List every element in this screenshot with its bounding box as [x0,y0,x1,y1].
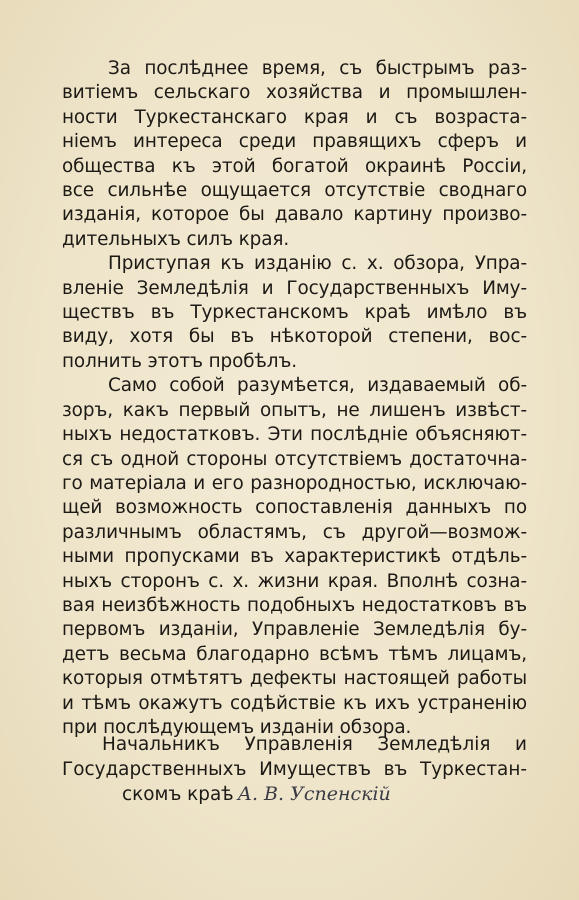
text-line: и тѣмъ окажутъ содѣйствіе къ ихъ устраненію [62,692,527,714]
text-line: которыя отмѣтятъ дефекты настоящей работы [62,668,527,690]
text-line: виду, хотя бы въ нѣкоторой степени, вос- [62,326,527,348]
text-line: различнымъ областямъ, съ другой—возмож- [62,521,527,543]
text-line: вая неизбѣжность подобныхъ недостатковъ въ [62,594,527,616]
body-text [62,57,527,740]
text-line: зоръ, какъ первый опытъ, не лишенъ извѣст- [62,399,527,421]
text-line: витіемъ сельскаго хозяйства и промышлен- [62,82,527,104]
signature-line-2: Государственныхъ Имуществъ въ Туркестан- [62,759,527,780]
text-line: вленіе Земледѣлія и Государственныхъ Иму- [62,277,527,299]
text-line: при послѣдующемъ изданіи обзора. [62,716,412,738]
text-line: первомъ изданіи, Управленіе Земледѣлія бу- [62,619,527,641]
text-line: го матеріала и его разнородностью, исключаю- [62,472,527,494]
text-line: общества къ этой богатой окраинѣ Россіи, [62,155,527,177]
text-line: ществъ въ Туркестанскомъ краѣ имѣло въ [62,302,527,324]
paragraph-2 [62,252,527,374]
signature-place: скомъ краѣ [122,784,234,805]
text-line: все сильнѣе ощущается отсутствіе своднаго [62,180,527,202]
signature-name: А. В. Успенскій [237,783,391,805]
signature-line-1: Начальникъ Управленія Земледѣлія и [102,734,527,755]
text-line: ся съ одной стороны отсутствіемъ достаточна- [62,448,527,470]
text-line: ніемъ интереса среди правящихъ сферъ и [62,131,527,153]
text-line: ныхъ недостатковъ. Эти послѣдніе объясняют- [62,424,527,446]
text-line: щей возможность сопоставленія данныхъ по [62,497,527,519]
text-line: ными пропусками въ характеристикѣ отдѣль- [62,546,527,568]
text-line: Само собой разумѣется, издаваемый об- [108,375,527,397]
signature-block [62,732,527,807]
text-line: ныхъ сторонъ с. х. жизни края. Вполнѣ созна- [62,570,527,592]
text-line: дительныхъ силъ края. [62,228,290,250]
paragraph-3 [62,374,527,740]
text-line: изданія, которое бы давало картину произво- [62,204,527,226]
text-line: полнить этотъ пробѣлъ. [62,350,298,372]
paragraph-1 [62,57,527,252]
text-line: ности Туркестанскаго края и съ возраста- [62,106,527,128]
signature-line-3 [62,782,527,807]
text-line: За послѣднее время, съ быстрымъ раз- [108,58,527,79]
text-line: детъ весьма благодарно всѣмъ тѣмъ лицамъ, [62,643,527,665]
text-line: Приступая къ изданію с. х. обзора, Упра- [108,253,527,275]
